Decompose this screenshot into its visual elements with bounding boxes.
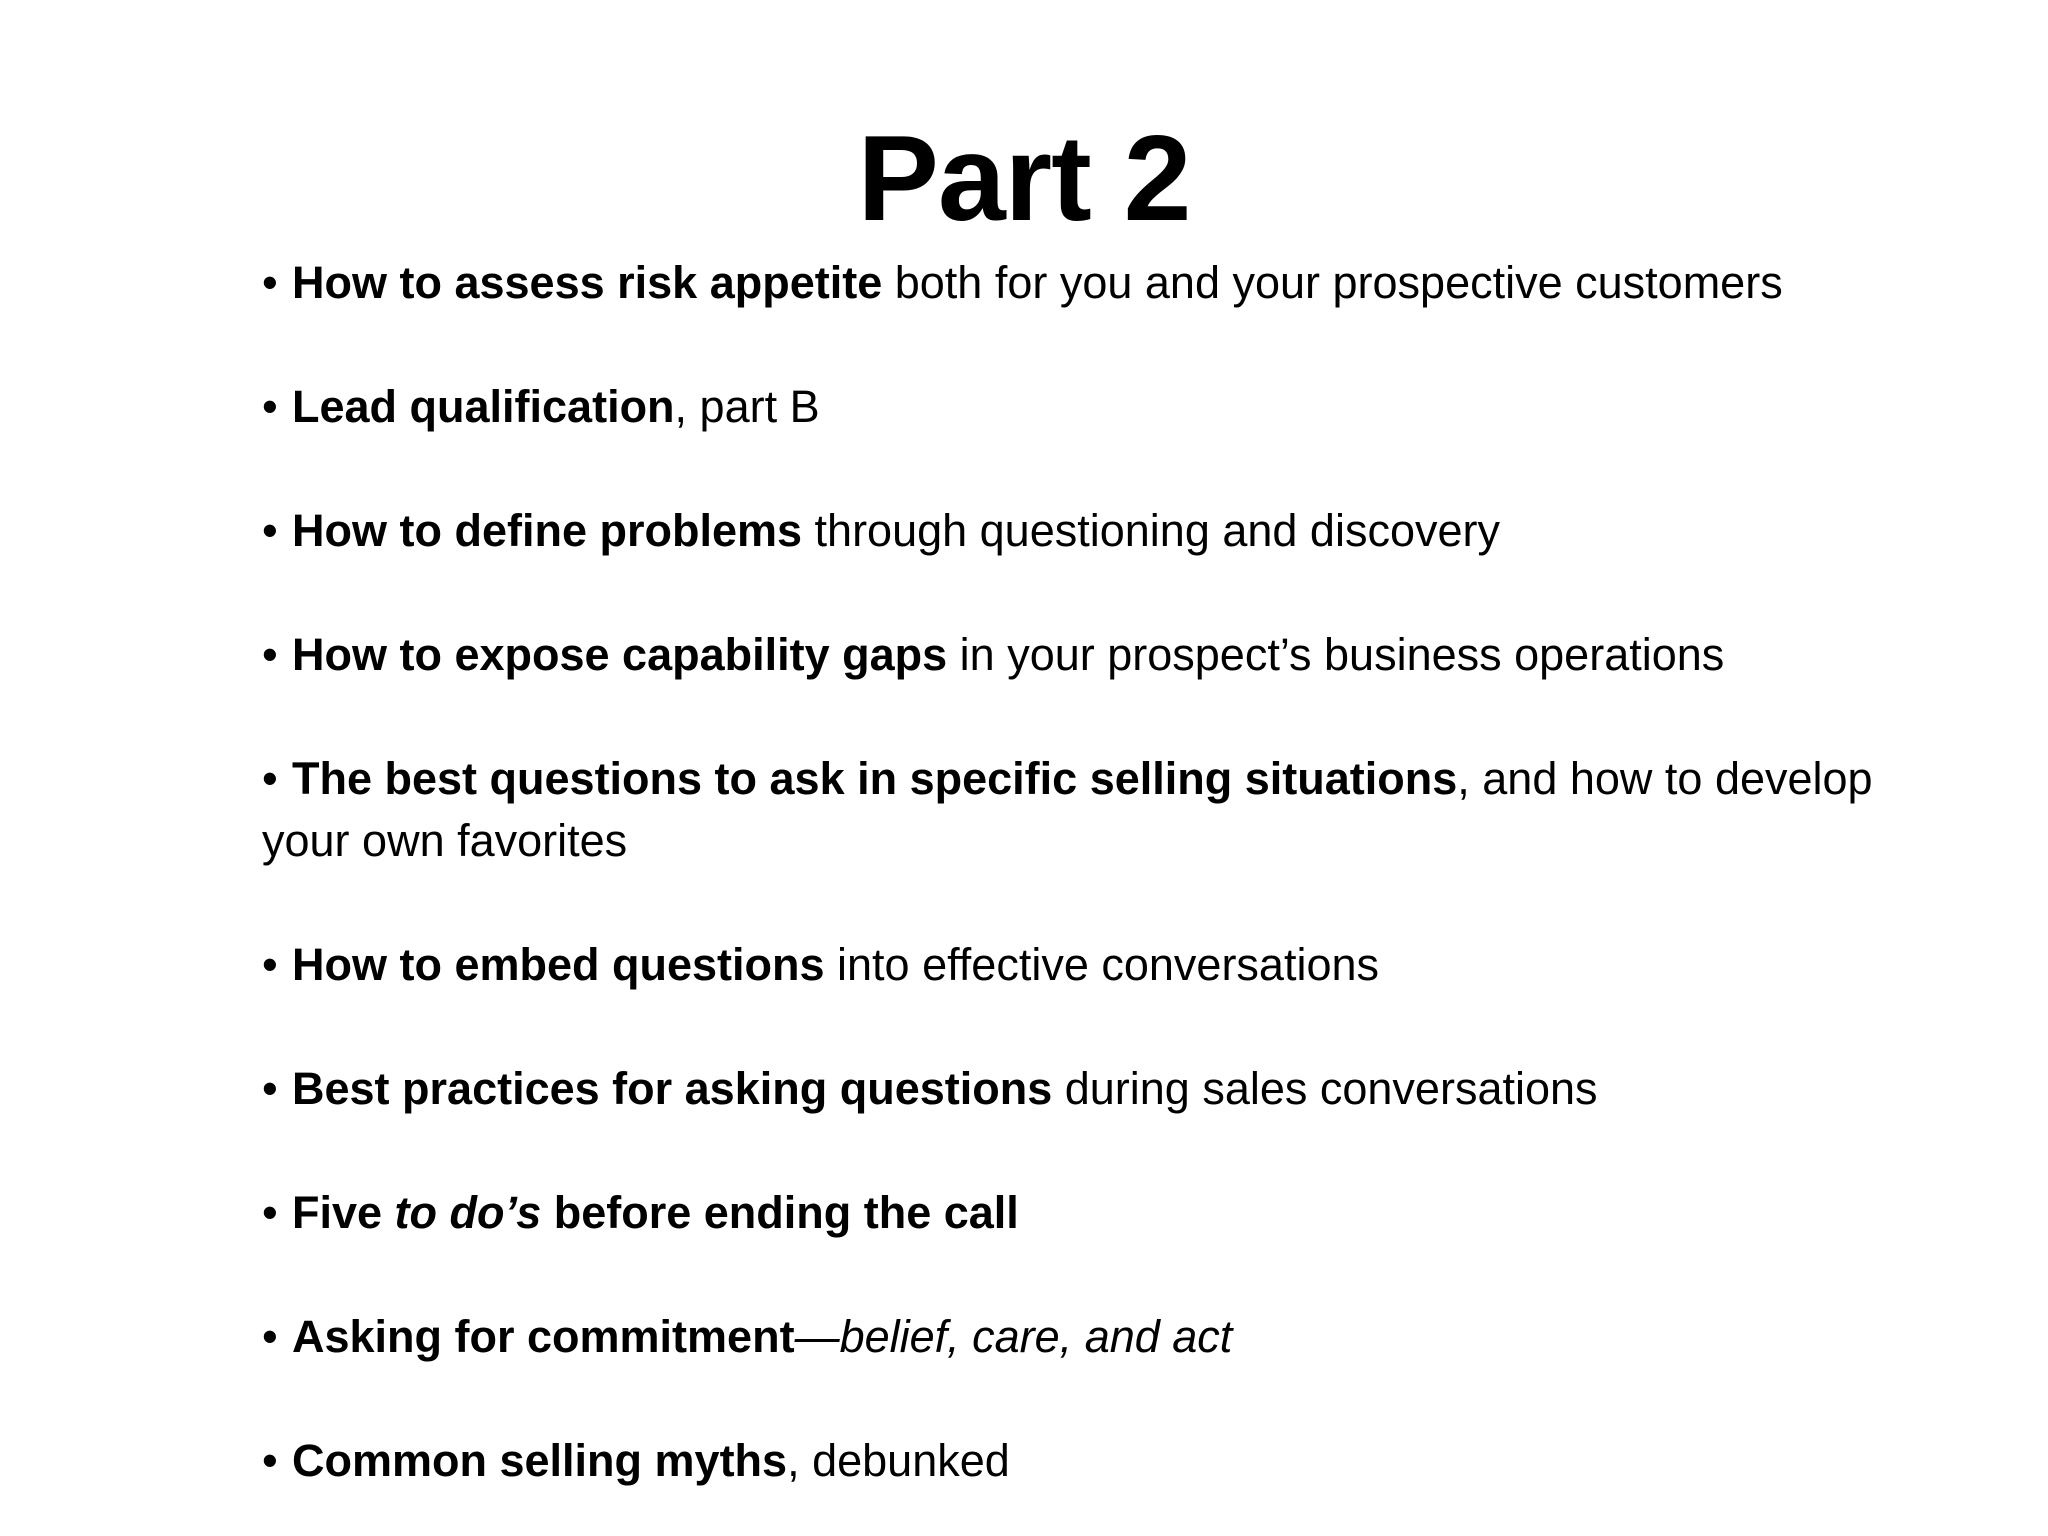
item-bold-italic-text: to do’s — [394, 1187, 542, 1238]
list-item — [262, 1306, 1902, 1368]
item-bold-text: How to expose capability gaps — [292, 629, 948, 680]
item-bold-text: Common selling myths — [292, 1435, 788, 1486]
bullet-icon: • — [262, 939, 278, 990]
list-item — [262, 1058, 1902, 1120]
item-text: , debunked — [787, 1435, 1010, 1486]
item-bold-text: before ending the call — [541, 1187, 1019, 1238]
list-item — [262, 500, 1902, 562]
bullet-icon: • — [262, 1435, 278, 1486]
item-text: in your prospect’s business operations — [947, 629, 1725, 680]
item-bold-text: Asking for commitment — [292, 1311, 795, 1362]
item-text: both for you and your prospective customers — [882, 257, 1783, 308]
list-item — [262, 624, 1902, 686]
list-item — [262, 252, 1902, 314]
bullet-icon: • — [262, 257, 278, 308]
list-item — [262, 1182, 1902, 1244]
item-text: , and how to develop your own favorites — [262, 753, 1873, 866]
bullet-list — [262, 252, 1902, 1492]
list-item — [262, 376, 1902, 438]
bullet-icon: • — [262, 1311, 278, 1362]
bullet-icon: • — [262, 753, 278, 804]
list-item — [262, 1430, 1902, 1492]
bullet-icon: • — [262, 1063, 278, 1114]
item-text: through questioning and discovery — [802, 505, 1500, 556]
item-bold-text: Lead qualification — [292, 381, 675, 432]
bullet-icon: • — [262, 381, 278, 432]
bullet-icon: • — [262, 505, 278, 556]
bullet-icon: • — [262, 1187, 278, 1238]
item-bold-text: The best questions to ask in specific selling situations — [292, 753, 1458, 804]
item-bold-text: How to assess risk appetite — [292, 257, 883, 308]
list-item — [262, 748, 1902, 872]
item-bold-text: How to define problems — [292, 505, 803, 556]
item-text: into effective conversations — [824, 939, 1380, 990]
item-bold-text: Best practices for asking questions — [292, 1063, 1053, 1114]
bullet-icon: • — [262, 629, 278, 680]
item-bold-text: How to embed questions — [292, 939, 825, 990]
item-text: during sales conversations — [1052, 1063, 1598, 1114]
item-bold-text: Five — [292, 1187, 395, 1238]
item-italic-text: —belief, care, and act — [794, 1311, 1233, 1362]
list-item — [262, 934, 1902, 996]
slide-title: Part 2 — [857, 110, 1191, 246]
item-text: , part B — [674, 381, 820, 432]
